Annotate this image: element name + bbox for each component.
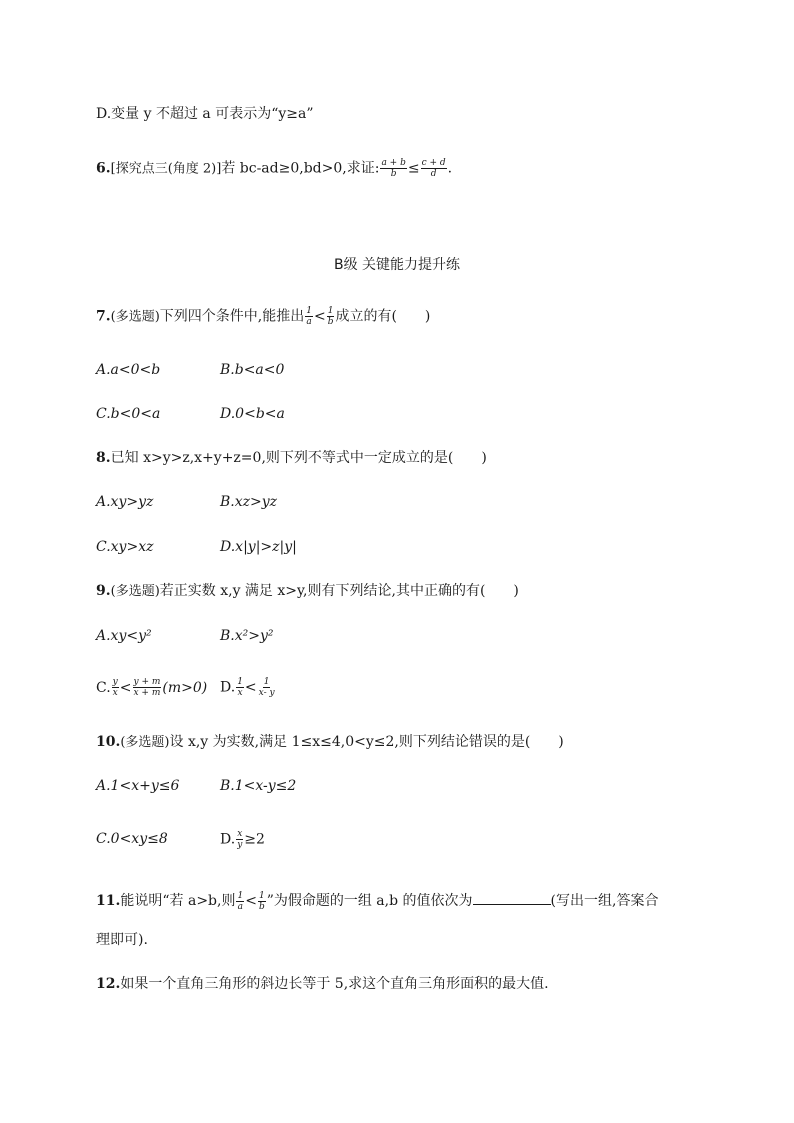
numerator: 1 [237, 890, 244, 901]
question-text: 下列四个条件中,能推出 [159, 308, 305, 325]
question-number: 11. [96, 893, 121, 909]
question-text: 设 x,y 为实数,满足 1≤x≤4,0<y≤2,则下列结论错误的是( ) [169, 734, 564, 750]
question-text: 若 bc-ad≥0,bd>0,求证: [221, 160, 380, 177]
fraction [258, 677, 276, 698]
option-c: C.b<0<a [96, 406, 161, 422]
relation: < [313, 308, 326, 325]
question-number: 7. [96, 308, 111, 325]
option-d: D.x|y|>z|y| [220, 539, 297, 555]
fraction [380, 158, 406, 179]
denominator: x- y [258, 688, 275, 698]
fraction [305, 306, 313, 327]
question-number: 12. [96, 976, 121, 992]
answer-blank[interactable] [473, 890, 551, 905]
numerator: 1 [263, 677, 270, 687]
numerator: y [112, 677, 118, 687]
fraction [421, 158, 447, 179]
option-a: A.xy>yz [96, 494, 154, 510]
fraction [112, 677, 119, 698]
question-10-options-row2 [96, 829, 265, 850]
numerator: 1 [258, 890, 265, 901]
q5-option-d-text: D.变量 y 不超过 a 可表示为“y≥a” [96, 106, 314, 122]
denominator: a [306, 317, 312, 327]
fraction [236, 891, 244, 912]
question-9-options-row1 [96, 626, 274, 646]
relation: < [244, 679, 257, 696]
fraction [258, 891, 266, 912]
numerator: y + m [133, 677, 161, 687]
relation: ≤ [407, 160, 420, 177]
question-text: 如果一个直角三角形的斜边长等于 5,求这个直角三角形面积的最大值. [120, 976, 549, 992]
option-d: D.0<b<a [220, 406, 285, 422]
question-text: ”为假命题的一组 a,b 的值依次为 [266, 893, 473, 909]
option-c [96, 677, 208, 698]
denominator: a [237, 901, 244, 912]
question-tag: [探究点三(角度 2)] [110, 161, 222, 177]
question-11-line2 [96, 930, 148, 950]
question-text: 成立的有( ) [335, 308, 431, 325]
option-a: A.xy<y² [96, 628, 152, 644]
question-6 [96, 158, 452, 180]
numerator: 1 [237, 677, 243, 687]
question-9-options-row2 [96, 677, 275, 698]
option-c: C.0<xy≤8 [96, 831, 168, 847]
option-c: C.xy>xz [96, 539, 154, 555]
fraction [236, 829, 243, 850]
fraction [327, 306, 335, 327]
option-b: B.1<x-y≤2 [220, 778, 297, 794]
option-label: D. [220, 831, 236, 848]
relation: ≥2 [244, 831, 265, 848]
question-number: 10. [96, 734, 121, 750]
denominator: x [112, 688, 118, 698]
question-tag: (多选题) [110, 584, 160, 599]
option-label: C. [96, 679, 111, 696]
option-b: B.x²>y² [220, 628, 274, 644]
question-tag: (多选题) [110, 309, 160, 325]
question-8-options-row2 [96, 537, 297, 557]
numerator: a + b [381, 158, 406, 168]
option-b: B.xz>yz [220, 494, 278, 510]
numerator: 1 [306, 306, 312, 316]
numerator: 1 [327, 306, 334, 316]
option-b: B.b<a<0 [220, 362, 285, 378]
relation: < [119, 679, 132, 696]
fraction [133, 677, 162, 698]
option-a: A.a<0<b [96, 362, 161, 378]
question-text: (写出一组,答案合 [550, 893, 659, 909]
question-text: 理即可). [96, 932, 148, 948]
denominator: b [390, 169, 397, 179]
question-9 [96, 581, 519, 602]
condition: (m>0) [162, 679, 208, 696]
question-7-options-row1 [96, 360, 285, 380]
question-tag: (多选题) [120, 735, 170, 750]
question-7 [96, 306, 430, 328]
option-d [220, 677, 277, 698]
denominator: y [237, 840, 243, 850]
numerator: c + d [421, 158, 446, 168]
fraction [236, 677, 244, 698]
question-8 [96, 448, 487, 468]
question-11 [96, 890, 658, 912]
question-7-options-row2 [96, 404, 285, 424]
question-text: 能说明“若 a>b,则 [120, 893, 236, 909]
question-10 [96, 732, 564, 753]
relation: < [245, 893, 257, 909]
section-title: B级 关键能力提升练 [333, 257, 461, 273]
option-d [220, 829, 265, 850]
q5-option-d [96, 104, 314, 124]
denominator: x [237, 688, 243, 698]
question-number: 9. [96, 583, 111, 599]
question-text: 已知 x>y>z,x+y+z=0,则下列不等式中一定成立的是( ) [110, 450, 487, 466]
question-number: 6. [96, 160, 111, 177]
question-8-options-row1 [96, 492, 278, 512]
question-12 [96, 974, 549, 994]
question-number: 8. [96, 450, 111, 466]
option-label: D. [220, 679, 236, 696]
denominator: x + m [133, 688, 161, 698]
denominator: b [258, 901, 265, 912]
denominator: d [430, 169, 437, 179]
numerator: x [237, 829, 243, 839]
denominator: b [327, 317, 334, 327]
option-a: A.1<x+y≤6 [96, 778, 180, 794]
question-text: 若正实数 x,y 满足 x>y,则有下列结论,其中正确的有( ) [159, 583, 519, 599]
question-10-options-row1 [96, 776, 297, 796]
punct: . [447, 160, 453, 177]
